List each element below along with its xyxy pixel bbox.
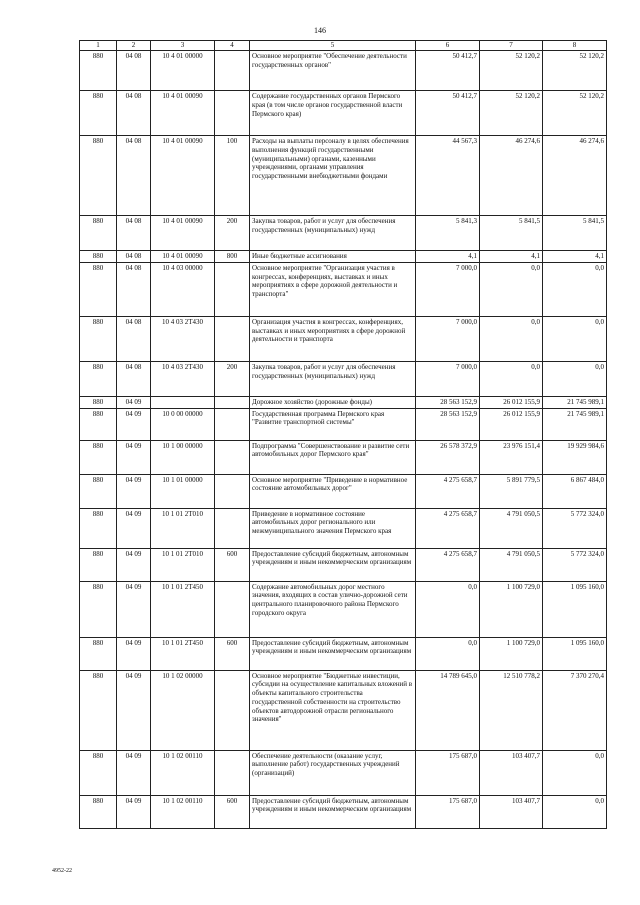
expense-type-cell xyxy=(215,440,250,474)
admin-code-cell: 880 xyxy=(80,548,117,581)
expense-type-cell xyxy=(215,396,250,408)
amount-year2-cell: 4 791 050,5 xyxy=(480,548,543,581)
amount-year3-cell: 0,0 xyxy=(543,316,607,361)
description-cell: Государственная программа Пермского края "Развитие транспортной системы" xyxy=(250,408,416,440)
target-article-cell: 10 4 03 00000 xyxy=(151,262,215,316)
admin-code-cell: 880 xyxy=(80,637,117,670)
expense-type-cell: 600 xyxy=(215,795,250,828)
amount-year3-cell: 52 120,2 xyxy=(543,51,607,91)
table-row xyxy=(80,251,607,263)
description-cell: Приведение в нормативное состояние автомобильных дорог регионального или межмуниципального значения Пермского края xyxy=(250,508,416,548)
column-header: 8 xyxy=(543,41,607,51)
expense-type-cell: 600 xyxy=(215,637,250,670)
target-article-cell: 10 4 01 00090 xyxy=(151,216,215,251)
target-article-cell: 10 1 02 00000 xyxy=(151,670,215,750)
amount-year3-cell: 21 745 989,1 xyxy=(543,408,607,440)
expense-type-cell xyxy=(215,408,250,440)
description-cell: Подпрограмма "Совершенствование и развитие сети автомобильных дорог Пермского края" xyxy=(250,440,416,474)
amount-year1-cell: 28 563 152,9 xyxy=(416,396,480,408)
amount-year2-cell: 103 407,7 xyxy=(480,795,543,828)
amount-year2-cell: 1 100 729,0 xyxy=(480,637,543,670)
amount-year3-cell: 1 095 160,0 xyxy=(543,581,607,637)
amount-year1-cell: 4 275 658,7 xyxy=(416,548,480,581)
description-cell: Иные бюджетные ассигнования xyxy=(250,251,416,263)
section-cell: 04 09 xyxy=(117,795,151,828)
amount-year2-cell: 23 976 151,4 xyxy=(480,440,543,474)
amount-year3-cell: 5 841,5 xyxy=(543,216,607,251)
target-article-cell: 10 4 03 2Т430 xyxy=(151,316,215,361)
amount-year1-cell: 175 687,0 xyxy=(416,795,480,828)
amount-year2-cell: 46 274,6 xyxy=(480,136,543,216)
amount-year1-cell: 14 789 645,0 xyxy=(416,670,480,750)
expense-type-cell: 600 xyxy=(215,548,250,581)
column-header: 6 xyxy=(416,41,480,51)
target-article-cell: 10 1 01 2Т010 xyxy=(151,548,215,581)
target-article-cell: 10 4 01 00090 xyxy=(151,91,215,136)
admin-code-cell: 880 xyxy=(80,795,117,828)
description-cell: Закупка товаров, работ и услуг для обеспечения государственных (муниципальных) нужд xyxy=(250,361,416,396)
admin-code-cell: 880 xyxy=(80,361,117,396)
table-row xyxy=(80,51,607,91)
table-row xyxy=(80,216,607,251)
admin-code-cell: 880 xyxy=(80,136,117,216)
table-row xyxy=(80,361,607,396)
section-cell: 04 08 xyxy=(117,262,151,316)
amount-year1-cell: 7 000,0 xyxy=(416,316,480,361)
column-header: 3 xyxy=(151,41,215,51)
description-cell: Организация участия в конгрессах, конференциях, выставках и иных мероприятиях в сфере дорожной деятельности и транспорта xyxy=(250,316,416,361)
amount-year2-cell: 26 012 155,9 xyxy=(480,396,543,408)
column-header: 5 xyxy=(250,41,416,51)
amount-year1-cell: 5 841,3 xyxy=(416,216,480,251)
amount-year3-cell: 19 929 984,6 xyxy=(543,440,607,474)
amount-year1-cell: 0,0 xyxy=(416,581,480,637)
section-cell: 04 09 xyxy=(117,581,151,637)
table-row xyxy=(80,795,607,828)
table-row xyxy=(80,548,607,581)
amount-year2-cell: 12 510 778,2 xyxy=(480,670,543,750)
amount-year2-cell: 1 100 729,0 xyxy=(480,581,543,637)
table-row xyxy=(80,136,607,216)
admin-code-cell: 880 xyxy=(80,750,117,795)
table-row xyxy=(80,396,607,408)
column-header: 2 xyxy=(117,41,151,51)
amount-year2-cell: 0,0 xyxy=(480,316,543,361)
expense-type-cell xyxy=(215,750,250,795)
amount-year1-cell: 4 275 658,7 xyxy=(416,508,480,548)
amount-year3-cell: 1 095 160,0 xyxy=(543,637,607,670)
target-article-cell: 10 4 03 2Т430 xyxy=(151,361,215,396)
amount-year1-cell: 7 000,0 xyxy=(416,262,480,316)
amount-year2-cell: 4,1 xyxy=(480,251,543,263)
amount-year3-cell: 0,0 xyxy=(543,750,607,795)
amount-year1-cell: 0,0 xyxy=(416,637,480,670)
table-row xyxy=(80,91,607,136)
admin-code-cell: 880 xyxy=(80,508,117,548)
target-article-cell: 10 4 01 00090 xyxy=(151,251,215,263)
amount-year2-cell: 5 841,5 xyxy=(480,216,543,251)
section-cell: 04 08 xyxy=(117,136,151,216)
target-article-cell: 10 1 02 00110 xyxy=(151,795,215,828)
description-cell: Дорожное хозяйство (дорожные фонды) xyxy=(250,396,416,408)
description-cell: Обеспечение деятельности (оказание услуг, выполнение работ) государственных учреждений (организаций) xyxy=(250,750,416,795)
amount-year2-cell: 0,0 xyxy=(480,361,543,396)
amount-year3-cell: 0,0 xyxy=(543,262,607,316)
admin-code-cell: 880 xyxy=(80,581,117,637)
target-article-cell: 10 0 00 00000 xyxy=(151,408,215,440)
amount-year1-cell: 7 000,0 xyxy=(416,361,480,396)
table-row xyxy=(80,670,607,750)
amount-year3-cell: 4,1 xyxy=(543,251,607,263)
column-header: 1 xyxy=(80,41,117,51)
amount-year1-cell: 28 563 152,9 xyxy=(416,408,480,440)
admin-code-cell: 880 xyxy=(80,251,117,263)
amount-year2-cell: 52 120,2 xyxy=(480,51,543,91)
table-row xyxy=(80,440,607,474)
table-row xyxy=(80,508,607,548)
section-cell: 04 09 xyxy=(117,408,151,440)
expense-type-cell xyxy=(215,670,250,750)
expense-type-cell xyxy=(215,474,250,508)
table-row xyxy=(80,637,607,670)
amount-year3-cell: 46 274,6 xyxy=(543,136,607,216)
section-cell: 04 08 xyxy=(117,216,151,251)
description-cell: Закупка товаров, работ и услуг для обеспечения государственных (муниципальных) нужд xyxy=(250,216,416,251)
section-cell: 04 08 xyxy=(117,361,151,396)
amount-year2-cell: 26 012 155,9 xyxy=(480,408,543,440)
section-cell: 04 09 xyxy=(117,474,151,508)
amount-year1-cell: 4 275 658,7 xyxy=(416,474,480,508)
expense-type-cell: 200 xyxy=(215,361,250,396)
section-cell: 04 09 xyxy=(117,396,151,408)
section-cell: 04 08 xyxy=(117,51,151,91)
table-row xyxy=(80,581,607,637)
amount-year3-cell: 0,0 xyxy=(543,795,607,828)
budget-table xyxy=(79,40,607,829)
admin-code-cell: 880 xyxy=(80,51,117,91)
table-row xyxy=(80,474,607,508)
target-article-cell: 10 1 01 2Т450 xyxy=(151,637,215,670)
section-cell: 04 08 xyxy=(117,316,151,361)
description-cell: Предоставление субсидий бюджетным, автономным учреждениям и иным некоммерческим организациям xyxy=(250,548,416,581)
table-header-row xyxy=(80,41,607,51)
amount-year3-cell: 7 370 270,4 xyxy=(543,670,607,750)
amount-year2-cell: 0,0 xyxy=(480,262,543,316)
table-row xyxy=(80,750,607,795)
target-article-cell: 10 1 02 00110 xyxy=(151,750,215,795)
section-cell: 04 08 xyxy=(117,251,151,263)
amount-year2-cell: 52 120,2 xyxy=(480,91,543,136)
target-article-cell xyxy=(151,396,215,408)
admin-code-cell: 880 xyxy=(80,262,117,316)
section-cell: 04 09 xyxy=(117,670,151,750)
expense-type-cell xyxy=(215,262,250,316)
target-article-cell: 10 1 01 2Т010 xyxy=(151,508,215,548)
amount-year1-cell: 26 578 372,9 xyxy=(416,440,480,474)
admin-code-cell: 880 xyxy=(80,216,117,251)
amount-year2-cell: 103 407,7 xyxy=(480,750,543,795)
table-row xyxy=(80,262,607,316)
section-cell: 04 09 xyxy=(117,440,151,474)
column-header: 4 xyxy=(215,41,250,51)
description-cell: Содержание автомобильных дорог местного значения, входящих в состав улично-дорожной сети центрального планировочного района Пермского городского округа xyxy=(250,581,416,637)
description-cell: Основное мероприятие "Приведение в нормативное состояние автомобильных дорог" xyxy=(250,474,416,508)
section-cell: 04 09 xyxy=(117,508,151,548)
section-cell: 04 09 xyxy=(117,548,151,581)
footer-code: 4952-22 xyxy=(52,868,72,874)
admin-code-cell: 880 xyxy=(80,408,117,440)
amount-year1-cell: 50 412,7 xyxy=(416,51,480,91)
admin-code-cell: 880 xyxy=(80,440,117,474)
expense-type-cell: 800 xyxy=(215,251,250,263)
description-cell: Предоставление субсидий бюджетным, автономным учреждениям и иным некоммерческим организациям xyxy=(250,637,416,670)
target-article-cell: 10 1 00 00000 xyxy=(151,440,215,474)
expense-type-cell xyxy=(215,581,250,637)
description-cell: Расходы на выплаты персоналу в целях обеспечения выполнения функций государственными (муниципальными) органами, казенными учреждениями, органами управления государственными внебюджетными фондами xyxy=(250,136,416,216)
amount-year3-cell: 5 772 324,0 xyxy=(543,508,607,548)
expense-type-cell xyxy=(215,51,250,91)
admin-code-cell: 880 xyxy=(80,670,117,750)
target-article-cell: 10 4 01 00000 xyxy=(151,51,215,91)
description-cell: Предоставление субсидий бюджетным, автономным учреждениям и иным некоммерческим организациям xyxy=(250,795,416,828)
amount-year3-cell: 0,0 xyxy=(543,361,607,396)
amount-year3-cell: 21 745 989,1 xyxy=(543,396,607,408)
amount-year3-cell: 52 120,2 xyxy=(543,91,607,136)
admin-code-cell: 880 xyxy=(80,396,117,408)
amount-year3-cell: 6 867 484,0 xyxy=(543,474,607,508)
amount-year1-cell: 50 412,7 xyxy=(416,91,480,136)
description-cell: Основное мероприятие "Обеспечение деятельности государственных органов" xyxy=(250,51,416,91)
page-number: 146 xyxy=(314,26,326,35)
amount-year2-cell: 5 891 779,5 xyxy=(480,474,543,508)
column-header: 7 xyxy=(480,41,543,51)
target-article-cell: 10 1 01 2Т450 xyxy=(151,581,215,637)
expense-type-cell xyxy=(215,508,250,548)
admin-code-cell: 880 xyxy=(80,316,117,361)
section-cell: 04 08 xyxy=(117,91,151,136)
target-article-cell: 10 1 01 00000 xyxy=(151,474,215,508)
expense-type-cell xyxy=(215,316,250,361)
target-article-cell: 10 4 01 00090 xyxy=(151,136,215,216)
expense-type-cell: 200 xyxy=(215,216,250,251)
section-cell: 04 09 xyxy=(117,637,151,670)
amount-year1-cell: 175 687,0 xyxy=(416,750,480,795)
description-cell: Содержание государственных органов Пермского края (в том числе органов государственной власти Пермского края) xyxy=(250,91,416,136)
table-row xyxy=(80,408,607,440)
description-cell: Основное мероприятие "Бюджетные инвестиции, субсидии на осуществление капитальных вложений в объекты капитального строительства государственной собственности на строительство объектов автодорожной отрасли регионального значения" xyxy=(250,670,416,750)
section-cell: 04 09 xyxy=(117,750,151,795)
admin-code-cell: 880 xyxy=(80,91,117,136)
amount-year2-cell: 4 791 050,5 xyxy=(480,508,543,548)
table-body xyxy=(80,51,607,829)
amount-year1-cell: 4,1 xyxy=(416,251,480,263)
amount-year1-cell: 44 567,3 xyxy=(416,136,480,216)
amount-year3-cell: 5 772 324,0 xyxy=(543,548,607,581)
description-cell: Основное мероприятие "Организация участия в конгрессах, конференциях, выставках и иных мероприятиях в сфере дорожной деятельности и транспорта" xyxy=(250,262,416,316)
expense-type-cell: 100 xyxy=(215,136,250,216)
admin-code-cell: 880 xyxy=(80,474,117,508)
expense-type-cell xyxy=(215,91,250,136)
table-row xyxy=(80,316,607,361)
